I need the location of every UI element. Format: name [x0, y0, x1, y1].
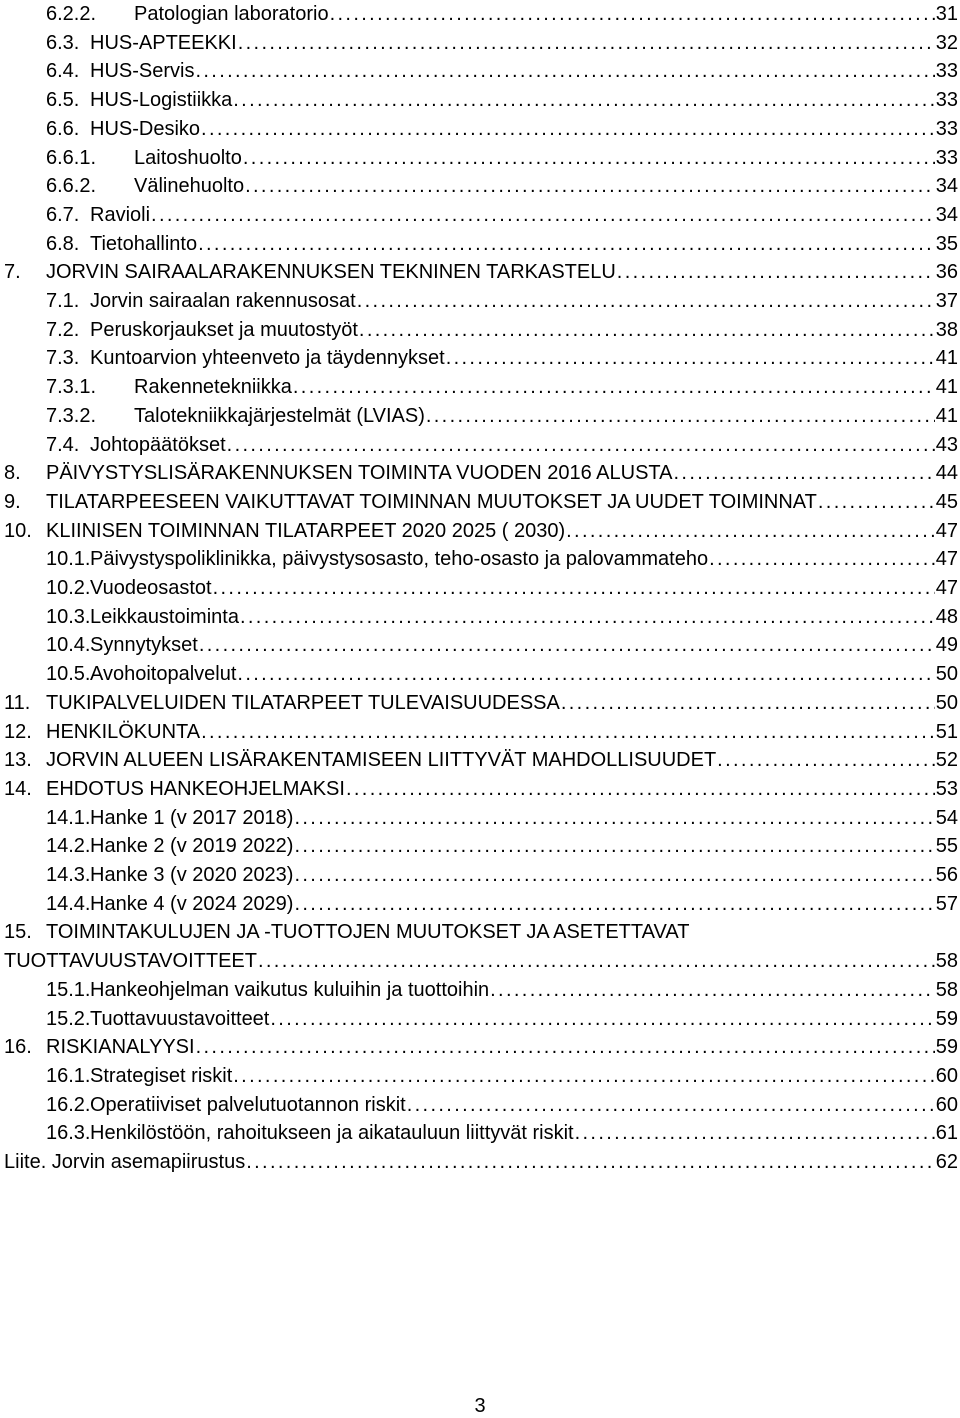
- dot-leader: [709, 545, 935, 574]
- toc-entry-title: Peruskorjaukset ja muutostyöt: [90, 318, 358, 341]
- toc-entry[interactable]: [0, 660, 960, 689]
- page-number: 3: [474, 1395, 486, 1417]
- toc-entry-number: 15.1.: [46, 978, 91, 1001]
- toc-entry-title: Tietohallinto: [90, 232, 198, 255]
- dot-leader: [357, 287, 935, 316]
- toc-entry-page: 55: [935, 835, 958, 858]
- toc-entry-page: 33: [935, 146, 958, 169]
- toc-entry[interactable]: [0, 832, 960, 861]
- toc-entry-number: 10.3.: [46, 605, 91, 628]
- toc-entry[interactable]: [0, 574, 960, 603]
- toc-entry-page: 53: [935, 777, 958, 800]
- toc-entry-number: 16.3.: [46, 1122, 91, 1145]
- toc-entry-number: 10.4.: [46, 634, 91, 657]
- toc-entry-number: 10.: [4, 519, 32, 542]
- toc-entry-number: 14.: [4, 777, 32, 800]
- toc-entry-page: 41: [935, 376, 958, 399]
- toc-entry[interactable]: [0, 1119, 960, 1148]
- toc-entry-title: Päivystyspoliklinikka, päivystysosasto, teho-osasto ja palovammateho: [90, 548, 709, 571]
- toc-entry-page: 34: [935, 203, 958, 226]
- toc-entry-title: Hankeohjelman vaikutus kuluihin ja tuottoihin: [90, 978, 490, 1001]
- toc-entry-title: Strategiset riskit: [90, 1064, 233, 1087]
- toc-entry-title: Avohoitopalvelut: [90, 663, 237, 686]
- dot-leader: [198, 230, 935, 259]
- toc-entry-page: 60: [935, 1093, 958, 1116]
- toc-entry-page: 36: [935, 261, 958, 284]
- toc-entry-title: Hanke 1 (v 2017 2018): [90, 806, 294, 829]
- toc-entry-number: 6.4.: [46, 60, 80, 83]
- toc-entry-title: Tuottavuustavoitteet: [90, 1007, 270, 1030]
- toc-entry-title: Vuodeosastot: [90, 577, 212, 599]
- toc-entry-title: Talotekniikkajärjestelmät (LVIAS): [134, 404, 425, 427]
- toc-entry[interactable]: [0, 947, 960, 976]
- toc-entry-page: 33: [935, 117, 958, 140]
- toc-entry-number: 6.8.: [46, 232, 80, 255]
- dot-leader: [213, 574, 935, 603]
- dot-leader: [151, 201, 935, 230]
- toc-entry-number: 16.2.: [46, 1093, 91, 1116]
- toc-entry-number: 6.6.2.: [46, 175, 97, 198]
- toc-entry-number: 14.4.: [46, 892, 91, 915]
- dot-leader: [238, 29, 935, 58]
- dot-leader: [330, 0, 935, 29]
- toc-entry-title: Hanke 3 (v 2020 2023): [90, 864, 294, 886]
- toc-entry-title: Välinehuolto: [134, 175, 245, 198]
- toc-entry-title: Johtopäätökset: [90, 433, 226, 456]
- dot-leader: [818, 488, 935, 517]
- toc-entry[interactable]: [0, 258, 960, 287]
- toc-entry-title: HENKILÖKUNTA: [46, 720, 201, 743]
- toc-entry[interactable]: [0, 115, 960, 144]
- toc-entry-title: RISKIANALYYSI: [46, 1036, 195, 1059]
- dot-leader: [346, 775, 935, 804]
- toc-entry[interactable]: [0, 0, 960, 29]
- toc-entry[interactable]: [0, 689, 960, 718]
- toc-entry-title: EHDOTUS HANKEOHJELMAKSI: [46, 777, 345, 800]
- toc-entry-page: 49: [935, 634, 958, 657]
- toc-entry-page: 41: [935, 404, 958, 427]
- toc-entry[interactable]: [0, 631, 960, 660]
- toc-entry-page: 57: [935, 892, 958, 915]
- toc-entry-number: 6.5.: [46, 89, 80, 112]
- toc-entry-page: 33: [935, 60, 958, 83]
- dot-leader: [561, 689, 935, 718]
- toc-entry-title: Leikkaustoiminta: [90, 605, 239, 628]
- toc-entry-title: Kuntoarvion yhteenveto ja täydennykset: [90, 347, 445, 370]
- toc-entry[interactable]: [0, 488, 960, 517]
- toc-entry-page: 43: [935, 433, 958, 456]
- toc-entry-number: 7.: [4, 261, 21, 284]
- toc-entry-number: 14.1.: [46, 806, 91, 829]
- toc-entry-number: 8.: [4, 462, 21, 485]
- toc-entry-page: 60: [935, 1064, 958, 1087]
- toc-entry[interactable]: [0, 459, 960, 488]
- toc-entry-page: 56: [935, 864, 958, 886]
- toc-entry-number: 16.: [4, 1036, 32, 1059]
- dot-leader: [237, 660, 934, 689]
- toc-entry-title: Hanke 2 (v 2019 2022): [90, 835, 294, 858]
- dot-leader: [426, 402, 935, 431]
- toc-entry-page: 35: [935, 232, 958, 255]
- toc-entry-title: JORVIN ALUEEN LISÄRAKENTAMISEEN LIITTYVÄT MAHDOLLISUUDET: [46, 749, 717, 772]
- toc-entry[interactable]: [0, 402, 960, 431]
- toc-entry-page: 48: [935, 605, 958, 628]
- toc-entry-page: 50: [935, 663, 958, 686]
- dot-leader: [294, 832, 934, 861]
- toc-entry-number: 7.2.: [46, 318, 80, 341]
- toc-entry[interactable]: [0, 1005, 960, 1034]
- toc-entry[interactable]: [0, 373, 960, 402]
- toc-entry[interactable]: [0, 344, 960, 373]
- dot-leader: [196, 1033, 935, 1062]
- toc-entry-page: 61: [935, 1122, 958, 1145]
- toc-entry-title: Henkilöstöön, rahoitukseen ja aikatauluun liittyvät riskit: [90, 1122, 574, 1145]
- toc-entry-page: 62: [935, 1151, 958, 1173]
- toc-entry[interactable]: [0, 29, 960, 58]
- toc-entry-title: Rakennetekniikka: [134, 376, 292, 399]
- toc-entry-title: Liite. Jorvin asemapiirustus: [4, 1151, 246, 1173]
- dot-leader: [240, 603, 935, 632]
- toc-entry-title: Ravioli: [90, 203, 151, 226]
- toc-entry-number: 10.2.: [46, 577, 91, 599]
- toc-entry[interactable]: [0, 230, 960, 259]
- dot-leader: [446, 344, 935, 373]
- toc-entry-title: PÄIVYSTYSLISÄRAKENNUKSEN TOIMINTA VUODEN 2016 ALUSTA: [46, 462, 673, 485]
- toc-entry[interactable]: [0, 144, 960, 173]
- toc-entry[interactable]: [0, 316, 960, 345]
- dot-leader: [227, 431, 935, 460]
- toc-entry-page: 50: [935, 691, 958, 714]
- toc-entry-page: 47: [935, 548, 958, 571]
- toc-entry-number: 7.1.: [46, 290, 80, 312]
- toc-entry-page: 52: [935, 749, 958, 772]
- dot-leader: [233, 86, 934, 115]
- toc-entry-number: 16.1.: [46, 1064, 91, 1087]
- toc-entry-page: 41: [935, 347, 958, 370]
- toc-entry-title: HUS-Logistiikka: [90, 89, 233, 112]
- toc-entry-number: 6.6.: [46, 117, 80, 140]
- toc-entry-title: TUOTTAVUUSTAVOITTEET: [4, 950, 257, 973]
- dot-leader: [245, 172, 935, 201]
- dot-leader: [233, 1062, 934, 1091]
- toc-entry-page: 47: [935, 519, 958, 542]
- dot-leader: [270, 1005, 934, 1034]
- toc-entry-page: 38: [935, 318, 958, 341]
- dot-leader: [201, 718, 935, 747]
- toc-entry-page: 45: [935, 490, 958, 513]
- toc-entry[interactable]: [0, 861, 960, 890]
- toc-entry-title: TILATARPEESEEN VAIKUTTAVAT TOIMINNAN MUUTOKSET JA UUDET TOIMINNAT: [46, 490, 817, 513]
- toc-entry[interactable]: [0, 517, 960, 546]
- toc-entry-page: 44: [935, 462, 958, 485]
- toc-entry[interactable]: [0, 804, 960, 833]
- toc-entry-page: 59: [935, 1036, 958, 1059]
- toc-entry[interactable]: [0, 603, 960, 632]
- toc-entry-title: Laitoshuolto: [134, 146, 242, 169]
- dot-leader: [566, 517, 935, 546]
- toc-entry-page: 59: [935, 1007, 958, 1030]
- dot-leader: [243, 144, 935, 173]
- toc-entry-number: 11.: [4, 691, 31, 714]
- toc-entry[interactable]: [0, 746, 960, 775]
- toc-entry-title: JORVIN SAIRAALARAKENNUKSEN TEKNINEN TARKASTELU: [46, 261, 616, 284]
- toc-entry-number: 15.2.: [46, 1007, 91, 1030]
- dot-leader: [199, 631, 935, 660]
- toc-entry-page: 58: [935, 978, 958, 1001]
- toc-entry[interactable]: [0, 775, 960, 804]
- toc-entry-number: 13.: [4, 749, 32, 772]
- toc-entry-title: Operatiiviset palvelutuotannon riskit: [90, 1093, 406, 1116]
- toc-entry[interactable]: [0, 172, 960, 201]
- toc-entry-title: Jorvin sairaalan rakennusosat: [90, 290, 356, 312]
- toc-entry-title: HUS-Servis: [90, 60, 195, 83]
- toc-entry-number: 6.2.2.: [46, 3, 97, 25]
- dot-leader: [258, 947, 935, 976]
- dot-leader: [293, 373, 935, 402]
- toc-entry-number: 6.7.: [46, 203, 80, 226]
- toc-entry-number: 7.3.: [46, 347, 80, 370]
- dot-leader: [407, 1091, 935, 1120]
- toc-entry[interactable]: [0, 1062, 960, 1091]
- toc-entry-title: TUKIPALVELUIDEN TILATARPEET TULEVAISUUDESSA: [46, 691, 560, 714]
- toc-entry-page: 32: [935, 31, 958, 54]
- dot-leader: [490, 976, 935, 1005]
- toc-entry-number: 14.2.: [46, 835, 91, 858]
- toc-entry-page: 31: [935, 3, 958, 25]
- toc-entry[interactable]: [0, 287, 960, 316]
- toc-entry-page: 54: [935, 806, 958, 829]
- dot-leader: [201, 115, 935, 144]
- toc-entry-number: 7.3.2.: [46, 404, 97, 427]
- toc-entry-number: 9.: [4, 490, 21, 513]
- dot-leader: [294, 804, 934, 833]
- dot-leader: [294, 861, 934, 890]
- toc-entry[interactable]: [0, 1091, 960, 1120]
- toc-entry-number: 7.3.1.: [46, 376, 97, 399]
- toc-entry-title: KLIINISEN TOIMINNAN TILATARPEET 2020 2025 ( 2030): [46, 519, 566, 542]
- toc-entry-page: 37: [935, 290, 958, 312]
- toc-entry-page: 58: [935, 950, 958, 973]
- toc-entry-title: HUS-Desiko: [90, 117, 201, 140]
- dot-leader: [359, 316, 935, 345]
- toc-entry-title: Synnytykset: [90, 634, 198, 657]
- toc-entry[interactable]: [0, 86, 960, 115]
- toc-entry-number: 6.3.: [46, 31, 80, 54]
- dot-leader: [674, 459, 935, 488]
- dot-leader: [246, 1148, 935, 1177]
- toc-entry-page: 34: [935, 175, 958, 198]
- toc-entry-number: 10.1.: [46, 548, 91, 571]
- toc-entry-number: 10.5.: [46, 663, 91, 686]
- dot-leader: [575, 1119, 935, 1148]
- toc-entry[interactable]: [0, 918, 960, 947]
- toc-entry[interactable]: [0, 1148, 960, 1177]
- toc-entry[interactable]: [0, 201, 960, 230]
- toc-entry-page: 51: [935, 720, 958, 743]
- dot-leader: [617, 258, 935, 287]
- toc-entry[interactable]: [0, 718, 960, 747]
- toc-entry-title: HUS-APTEEKKI: [90, 31, 237, 54]
- toc-entry[interactable]: [0, 976, 960, 1005]
- toc-entry-number: 7.4.: [46, 433, 80, 456]
- toc-entry-number: 15.: [4, 921, 32, 944]
- toc-entry-title: TOIMINTAKULUJEN JA -TUOTTOJEN MUUTOKSET JA ASETETTAVAT: [46, 921, 690, 944]
- toc-entry[interactable]: [0, 1033, 960, 1062]
- toc-entry-page: 33: [935, 89, 958, 112]
- toc-entry[interactable]: [0, 545, 960, 574]
- dot-leader: [294, 890, 934, 919]
- toc-entry-number: 14.3.: [46, 864, 91, 886]
- toc-entry-page: 47: [935, 577, 958, 599]
- toc-entry[interactable]: [0, 890, 960, 919]
- toc-entry-title: Patologian laboratorio: [134, 3, 329, 25]
- toc-entry-number: 12.: [4, 720, 32, 743]
- toc-entry-number: 6.6.1.: [46, 146, 97, 169]
- toc-entry[interactable]: [0, 431, 960, 460]
- dot-leader: [717, 746, 935, 775]
- toc-entry[interactable]: [0, 57, 960, 86]
- toc-entry-title: Hanke 4 (v 2024 2029): [90, 892, 294, 915]
- dot-leader: [195, 57, 934, 86]
